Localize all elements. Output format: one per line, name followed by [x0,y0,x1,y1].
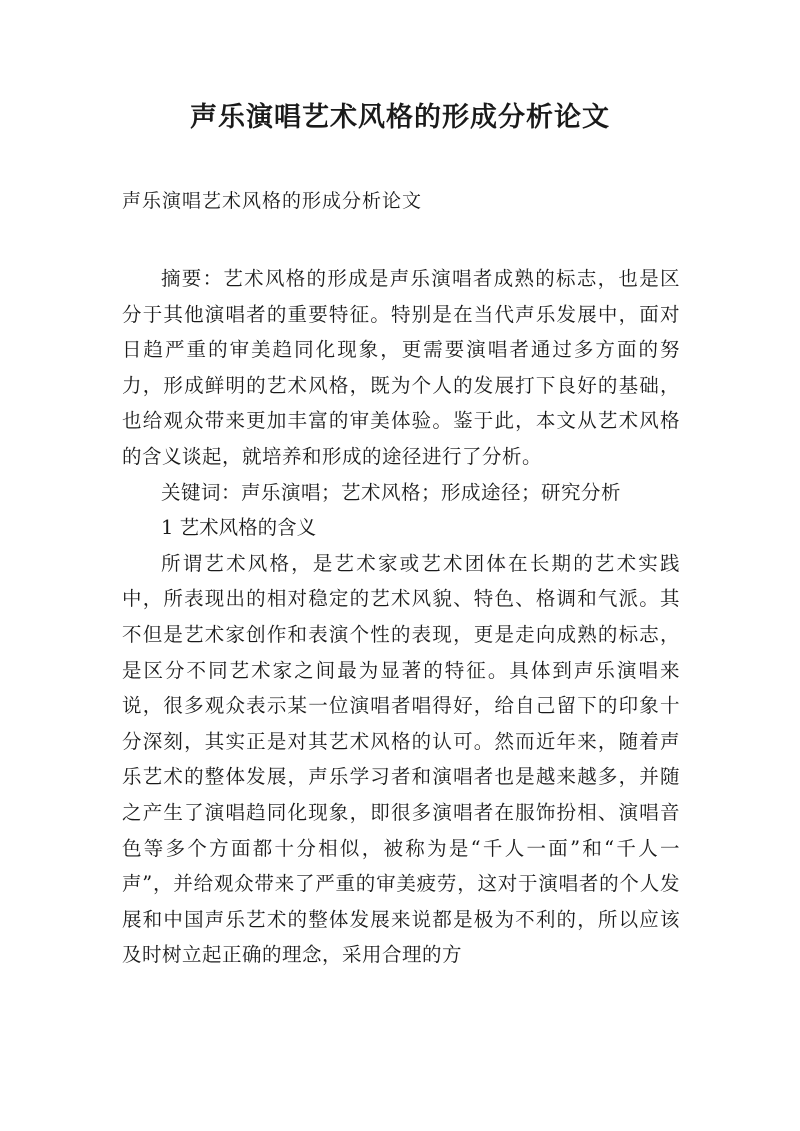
abstract-paragraph: 摘要：艺术风格的形成是声乐演唱者成熟的标志，也是区分于其他演唱者的重要特征。特别是在当代声乐发展中，面对日趋严重的审美趋同化现象，更需要演唱者通过多方面的努力，形成鲜明的艺术风格，既为个人的发展打下良好的基础，也给观众带来更加丰富的审美体验。鉴于此，本文从艺术风格的含义谈起，就培养和形成的途径进行了分析。 [122,267,680,468]
document-title: 声乐演唱艺术风格的形成分析论文 [190,102,610,133]
document-subtitle: 声乐演唱艺术风格的形成分析论文 [122,190,423,212]
document-body [122,261,680,973]
section-paragraph: 所谓艺术风格，是艺术家或艺术团体在长期的艺术实践中，所表现出的相对稳定的艺术风貌、特色、格调和气派。其不但是艺术家创作和表演个性的表现，更是走向成熟的标志，是区分不同艺术家之间最为显著的特征。具体到声乐演唱来说，很多观众表示某一位演唱者唱得好，给自己留下的印象十分深刻，其实正是对其艺术风格的认可。然而近年来，随着声乐艺术的整体发展，声乐学习者和演唱者也是越来越多，并随之产生了演唱趋同化现象，即很多演唱者在服饰扮相、演唱音色等多个方面都十分相似，被称为是“千人一面”和“千人一声”，并给观众带来了严重的审美疲劳，这对于演唱者的个人发展和中国声乐艺术的整体发展来说都是极为不利的，所以应该及时树立起正确的理念，采用合理的方 [122,551,680,967]
keywords-line: 关键词：声乐演唱；艺术风格；形成途径；研究分析 [161,480,622,504]
section-heading: 1 艺术风格的含义 [161,516,317,540]
